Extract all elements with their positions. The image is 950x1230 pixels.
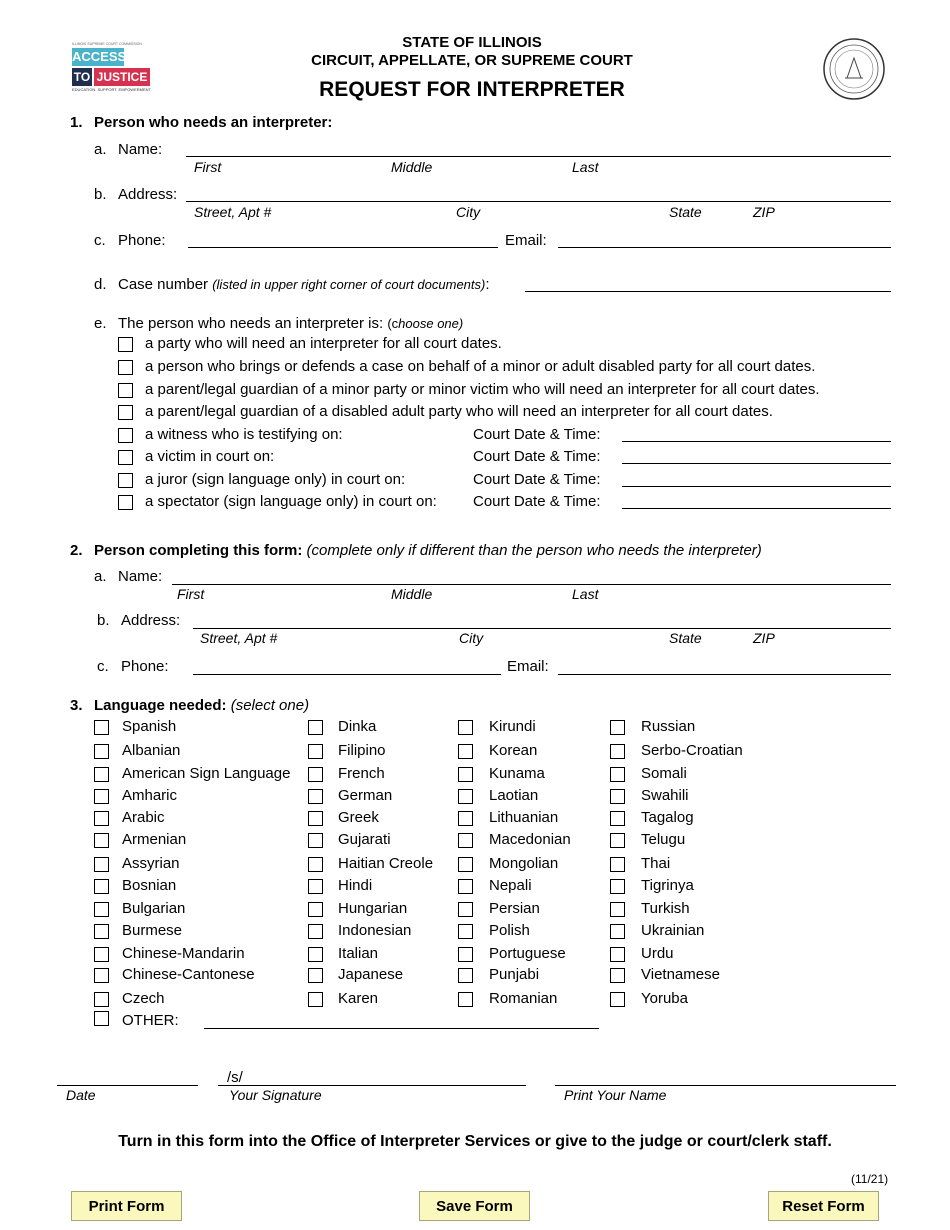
footer-instruction: Turn in this form into the Office of Interpreter Services or give to the judge or court/clerk staff. (118, 1133, 832, 1150)
s1-email-label: Email: (505, 232, 547, 249)
language-checkbox-persian[interactable] (458, 902, 473, 917)
language-checkbox-russian[interactable] (610, 720, 625, 735)
s2-c-letter: c. (97, 658, 109, 675)
language-checkbox-kirundi[interactable] (458, 720, 473, 735)
s1-c-letter: c. (94, 232, 106, 249)
language-label: Kirundi (489, 718, 536, 735)
language-label: Laotian (489, 787, 539, 804)
language-checkbox-italian[interactable] (308, 947, 323, 962)
language-checkbox-swahili[interactable] (610, 789, 625, 804)
language-checkbox-arabic[interactable] (94, 811, 109, 826)
language-checkbox-lithuanian[interactable] (458, 811, 473, 826)
language-label: German (338, 787, 393, 804)
s2-city-caption: City (459, 630, 484, 646)
language-label: American Sign Language (122, 765, 291, 782)
language-checkbox-dinka[interactable] (308, 720, 323, 735)
s1-name-field[interactable] (186, 156, 891, 157)
language-label: Hindi (338, 877, 373, 894)
s2-first-caption: First (177, 586, 205, 602)
language-label: Yoruba (641, 990, 688, 1007)
language-label: Ukrainian (641, 922, 705, 939)
language-checkbox-amharic[interactable] (94, 789, 109, 804)
s1-dated-option-label: a victim in court on: (145, 448, 275, 465)
language-checkbox-urdu[interactable] (610, 947, 625, 962)
language-checkbox-polish[interactable] (458, 924, 473, 939)
s2-phone-label: Phone: (121, 658, 169, 675)
language-checkbox-indonesian[interactable] (308, 924, 323, 939)
signature-value: /s/ (227, 1069, 243, 1086)
language-label: Persian (489, 900, 540, 917)
page-title: REQUEST FOR INTERPRETER (319, 78, 625, 101)
language-label: Haitian Creole (338, 855, 434, 872)
s1-email-field[interactable] (558, 247, 891, 248)
language-checkbox-tagalog[interactable] (610, 811, 625, 826)
language-label: Korean (489, 742, 538, 759)
language-label: Filipino (338, 742, 386, 759)
section3-note: (select one) (230, 697, 310, 714)
s1-phone-label: Phone: (118, 232, 166, 249)
language-label: Dinka (338, 718, 377, 735)
language-label: Japanese (338, 966, 404, 983)
s1-dated-option-label: a juror (sign language only) in court on: (145, 471, 406, 488)
s1-d-letter: d. (94, 276, 107, 293)
language-checkbox-french[interactable] (308, 767, 323, 782)
language-label: Bulgarian (122, 900, 186, 917)
court-date-time-field[interactable] (622, 486, 891, 487)
language-checkbox-nepali[interactable] (458, 879, 473, 894)
language-checkbox-german[interactable] (308, 789, 323, 804)
print-name-caption: Print Your Name (564, 1087, 667, 1103)
s1-dated-option-checkbox[interactable] (118, 428, 133, 443)
language-checkbox-haitian-creole[interactable] (308, 857, 323, 872)
s1-address-field[interactable] (186, 201, 891, 202)
logo-top-text: ILLINOIS SUPREME COURT COMMISSION (72, 42, 142, 46)
language-checkbox-hindi[interactable] (308, 879, 323, 894)
language-label: Vietnamese (641, 966, 720, 983)
language-label: Mongolian (489, 855, 559, 872)
s1-e-letter: e. (94, 315, 107, 332)
language-checkbox-ukrainian[interactable] (610, 924, 625, 939)
s1-a-letter: a. (94, 141, 107, 158)
language-checkbox-yoruba[interactable] (610, 992, 625, 1007)
s2-state-caption: State (669, 630, 702, 646)
language-label: Czech (122, 990, 165, 1007)
language-checkbox-serbo-croatian[interactable] (610, 744, 625, 759)
s1-case-note: (listed in upper right corner of court documents) (212, 277, 486, 292)
s1-case-number-text: Case number (118, 276, 209, 293)
print-form-button[interactable]: Print Form (71, 1191, 182, 1221)
s1-dated-option-label: a spectator (sign language only) in court on: (145, 493, 437, 510)
language-checkbox-vietnamese[interactable] (610, 968, 625, 983)
language-checkbox-chinese-mandarin[interactable] (94, 947, 109, 962)
s2-address-label: Address: (121, 612, 181, 629)
language-checkbox-turkish[interactable] (610, 902, 625, 917)
language-label: Somali (641, 765, 687, 782)
language-label: Bosnian (122, 877, 177, 894)
logo-access: ACCESS (72, 49, 127, 64)
s1-option-label: a person who brings or defends a case on behalf of a minor or adult disabled party for all court dates. (145, 358, 816, 375)
s1-street-caption: Street, Apt # (194, 204, 272, 220)
s1-phone-field[interactable] (188, 247, 498, 248)
signature-field[interactable] (218, 1085, 526, 1086)
s2-a-letter: a. (94, 568, 107, 585)
language-label: Gujarati (338, 831, 391, 848)
court-date-time-field[interactable] (622, 508, 891, 509)
section1-number: 1. (70, 114, 83, 131)
s2-email-label: Email: (507, 658, 549, 675)
language-label: Kunama (489, 765, 545, 782)
language-checkbox-armenian[interactable] (94, 833, 109, 848)
language-checkbox-kunama[interactable] (458, 767, 473, 782)
language-label: Tigrinya (641, 877, 694, 894)
language-label: Polish (489, 922, 530, 939)
language-label: Romanian (489, 990, 558, 1007)
s1-zip-caption: ZIP (753, 204, 775, 220)
language-label: Urdu (641, 945, 674, 962)
language-label: Greek (338, 809, 379, 826)
language-checkbox-albanian[interactable] (94, 744, 109, 759)
language-checkbox-macedonian[interactable] (458, 833, 473, 848)
signature-caption: Your Signature (229, 1087, 322, 1103)
s1-option-label: a parent/legal guardian of a disabled adult party who will need an interpreter for all court dates. (145, 403, 773, 420)
section2-note: (complete only if different than the person who needs the interpreter) (306, 542, 762, 559)
court-date-time-label: Court Date & Time: (473, 493, 601, 510)
section1-title: Person who needs an interpreter: (94, 114, 333, 131)
language-checkbox-gujarati[interactable] (308, 833, 323, 848)
form-version: (11/21) (851, 1172, 889, 1186)
language-label: Punjabi (489, 966, 540, 983)
section3-title-wrap (94, 697, 309, 714)
s1-dated-option-checkbox[interactable] (118, 473, 133, 488)
language-label: Armenian (122, 831, 187, 848)
section2-title-wrap (94, 542, 762, 559)
language-label: French (338, 765, 385, 782)
s2-zip-caption: ZIP (753, 630, 775, 646)
date-field[interactable] (57, 1085, 198, 1086)
date-caption: Date (66, 1087, 96, 1103)
s2-address-field[interactable] (193, 628, 891, 629)
court-date-time-label: Court Date & Time: (473, 471, 601, 488)
language-label: Chinese-Mandarin (122, 945, 245, 962)
language-label: Nepali (489, 877, 532, 894)
s1-option-checkbox[interactable] (118, 337, 133, 352)
s1-name-label: Name: (118, 141, 163, 158)
reset-form-button[interactable]: Reset Form (768, 1191, 879, 1221)
language-label: Hungarian (338, 900, 408, 917)
language-checkbox-laotian[interactable] (458, 789, 473, 804)
language-label: Macedonian (489, 831, 571, 848)
language-label: Chinese-Cantonese (122, 966, 255, 983)
language-label: Karen (338, 990, 379, 1007)
language-label: Albanian (122, 742, 181, 759)
language-checkbox-filipino[interactable] (308, 744, 323, 759)
court-date-time-field[interactable] (622, 441, 891, 442)
language-checkbox-tigrinya[interactable] (610, 879, 625, 894)
s1-e-note: hoose one) (398, 316, 464, 331)
language-checkbox-romanian[interactable] (458, 992, 473, 1007)
language-other-label: OTHER: (122, 1012, 179, 1029)
language-label: Arabic (122, 809, 165, 826)
logo-to: TO (73, 70, 91, 84)
court-date-time-label: Court Date & Time: (473, 448, 601, 465)
language-checkbox-spanish[interactable] (94, 720, 109, 735)
s2-street-caption: Street, Apt # (200, 630, 278, 646)
s1-e-label (118, 315, 463, 332)
s2-email-field[interactable] (558, 674, 891, 675)
s1-last-caption: Last (572, 159, 599, 175)
language-label: Indonesian (338, 922, 412, 939)
section3-title: Language needed: (94, 697, 227, 714)
s1-b-letter: b. (94, 186, 107, 203)
s1-option-checkbox[interactable] (118, 383, 133, 398)
language-label: Lithuanian (489, 809, 559, 826)
s2-b-letter: b. (97, 612, 110, 629)
save-form-button[interactable]: Save Form (419, 1191, 530, 1221)
s1-state-caption: State (669, 204, 702, 220)
s1-middle-caption: Middle (391, 159, 433, 175)
language-label: Telugu (641, 831, 686, 848)
s1-option-checkbox[interactable] (118, 405, 133, 420)
language-label: Portuguese (489, 945, 566, 962)
language-label: Russian (641, 718, 696, 735)
s2-phone-field[interactable] (193, 674, 501, 675)
language-checkbox-punjabi[interactable] (458, 968, 473, 983)
section3-number: 3. (70, 697, 83, 714)
language-checkbox-karen[interactable] (308, 992, 323, 1007)
language-checkbox-thai[interactable] (610, 857, 625, 872)
language-other-field[interactable] (204, 1028, 599, 1029)
s1-option-label: a party who will need an interpreter for all court dates. (145, 335, 502, 352)
s1-case-number-field[interactable] (525, 291, 891, 292)
language-label: Spanish (122, 718, 177, 735)
logo-tagline: EDUCATION. SUPPORT. EMPOWERMENT. (72, 87, 152, 92)
language-checkbox-burmese[interactable] (94, 924, 109, 939)
language-label: Tagalog (641, 809, 694, 826)
section2-number: 2. (70, 542, 83, 559)
language-checkbox-czech[interactable] (94, 992, 109, 1007)
language-label: Swahili (641, 787, 689, 804)
s1-case-label: Case number (listed in upper right corner of court documents): (118, 276, 490, 293)
language-label: Burmese (122, 922, 183, 939)
s1-e-text: The person who needs an interpreter is: (118, 315, 384, 332)
s1-option-label: a parent/legal guardian of a minor party or minor victim who will need an interpreter for all court dates. (145, 381, 820, 398)
print-name-field[interactable] (555, 1085, 896, 1086)
language-checkbox-telugu[interactable] (610, 833, 625, 848)
court-date-time-label: Court Date & Time: (473, 426, 601, 443)
s1-dated-option-checkbox[interactable] (118, 495, 133, 510)
language-checkbox-portuguese[interactable] (458, 947, 473, 962)
language-checkbox-american-sign-language[interactable] (94, 767, 109, 782)
header-state: STATE OF ILLINOIS (402, 34, 542, 51)
s2-name-field[interactable] (172, 584, 891, 585)
s1-e-note-c: (c (387, 316, 399, 331)
language-checkbox-hungarian[interactable] (308, 902, 323, 917)
language-checkbox-japanese[interactable] (308, 968, 323, 983)
language-checkbox-greek[interactable] (308, 811, 323, 826)
language-checkbox-mongolian[interactable] (458, 857, 473, 872)
s2-name-label: Name: (118, 568, 163, 585)
s1-dated-option-label: a witness who is testifying on: (145, 426, 343, 443)
language-label: Assyrian (122, 855, 180, 872)
language-label: Thai (641, 855, 671, 872)
section2-title: Person completing this form: (94, 542, 303, 559)
header-court: CIRCUIT, APPELLATE, OR SUPREME COURT (311, 52, 633, 69)
court-date-time-field[interactable] (622, 463, 891, 464)
language-checkbox-somali[interactable] (610, 767, 625, 782)
language-checkbox-chinese-cantonese[interactable] (94, 968, 109, 983)
language-label: Serbo-Croatian (641, 742, 743, 759)
s1-city-caption: City (456, 204, 481, 220)
language-checkbox-other[interactable] (94, 1011, 109, 1026)
s1-address-label: Address: (118, 186, 178, 203)
language-checkbox-bosnian[interactable] (94, 879, 109, 894)
s1-dated-option-checkbox[interactable] (118, 450, 133, 465)
s1-first-caption: First (194, 159, 222, 175)
language-checkbox-korean[interactable] (458, 744, 473, 759)
language-label: Turkish (641, 900, 690, 917)
language-label: Italian (338, 945, 379, 962)
s2-last-caption: Last (572, 586, 599, 602)
language-checkbox-assyrian[interactable] (94, 857, 109, 872)
s2-middle-caption: Middle (391, 586, 433, 602)
s1-option-checkbox[interactable] (118, 360, 133, 375)
language-label: Amharic (122, 787, 178, 804)
language-checkbox-bulgarian[interactable] (94, 902, 109, 917)
logo-justice: JUSTICE (94, 68, 150, 86)
